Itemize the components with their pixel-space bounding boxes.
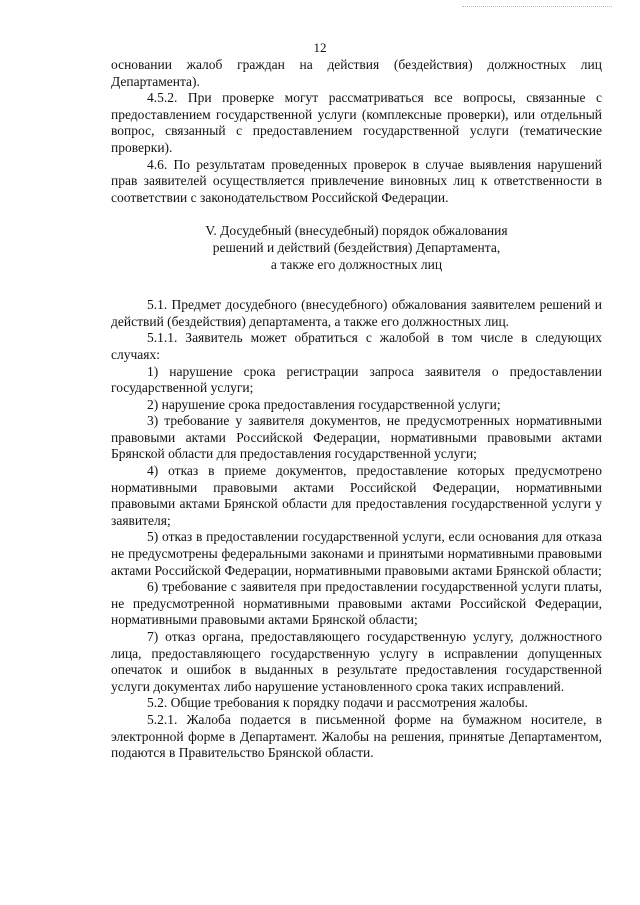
list-item: 3) требование у заявителя документов, не предусмотренных нормативными правовыми актами Российской Федерации, нормативными правовыми актами Брянской области для предоставления государственной услуги; (111, 413, 602, 462)
section-heading-line: а также его должностных лиц (270, 256, 443, 272)
section-heading (111, 223, 602, 273)
section-heading-line: V. Досудебный (внесудебный) порядок обжалования (205, 223, 508, 239)
list-item: 7) отказ органа, предоставляющего государственную услугу, должностного лица, предоставляющего государственную услугу в исправлении допущенных опечаток и ошибок в выданных в результате предоставления государственной услуги документах либо нарушение установленного срока таких исправлений. (111, 629, 602, 694)
document-body (111, 57, 602, 762)
list-item: 2) нарушение срока предоставления государственной услуги; (147, 396, 501, 412)
list-item: 4) отказ в приеме документов, предоставление которых предусмотрено нормативными правовыми актами Российской Федерации, нормативными правовыми актами Брянской области для предоставления государственной услуги у заявителя; (111, 463, 602, 528)
list-item: 1) нарушение срока регистрации запроса заявителя о предоставлении государственной услуги; (111, 363, 602, 396)
list-item: 6) требование с заявителя при предоставлении государственной услуги платы, не предусмотренной нормативными правовыми актами Российской Федерации, нормативными правовыми актами Брянской области; (111, 579, 602, 628)
paragraph: 5.2.1. Жалоба подается в письменной форме на бумажном носителе, в электронной форме в Департамент. Жалобы на решения, принятые Департаментом, подаются в Правительство Брянской области. (111, 711, 602, 761)
paragraph: 5.1.1. Заявитель может обратиться с жалобой в том числе в следующих случаях: (111, 330, 602, 362)
scan-edge-line (462, 6, 612, 7)
paragraph: 4.6. По результатам проведенных проверок в случае выявления нарушений прав заявителей осуществляется привлечение виновных лиц к ответственности в соответствии с законодательством Российской Федерации. (111, 156, 602, 205)
paragraph: основании жалоб граждан на действия (бездействия) должностных лиц Департамента). (111, 57, 602, 89)
paragraph: 5.1. Предмет досудебного (внесудебного) обжалования заявителем решений и действий (бездействия) департамента, а также его должностных лиц. (111, 297, 602, 329)
page-number: 12 (313, 40, 327, 55)
paragraph: 4.5.2. При проверке могут рассматриваться все вопросы, связанные с предоставлением государственной услуги (комплексные проверки), или отдельный вопрос, связанный с предоставлением государственной услуги (тематические проверки). (111, 90, 602, 155)
list-item: 5) отказ в предоставлении государственной услуги, если основания для отказа не предусмотрены федеральными законами и принятыми нормативными правовыми актами Российской Федерации, нормативными правовыми актами Брянской области; (111, 529, 602, 578)
paragraph: 5.2. Общие требования к порядку подачи и рассмотрения жалобы. (147, 695, 528, 711)
section-heading-line: решений и действий (бездействия) Департамента, (212, 239, 501, 255)
